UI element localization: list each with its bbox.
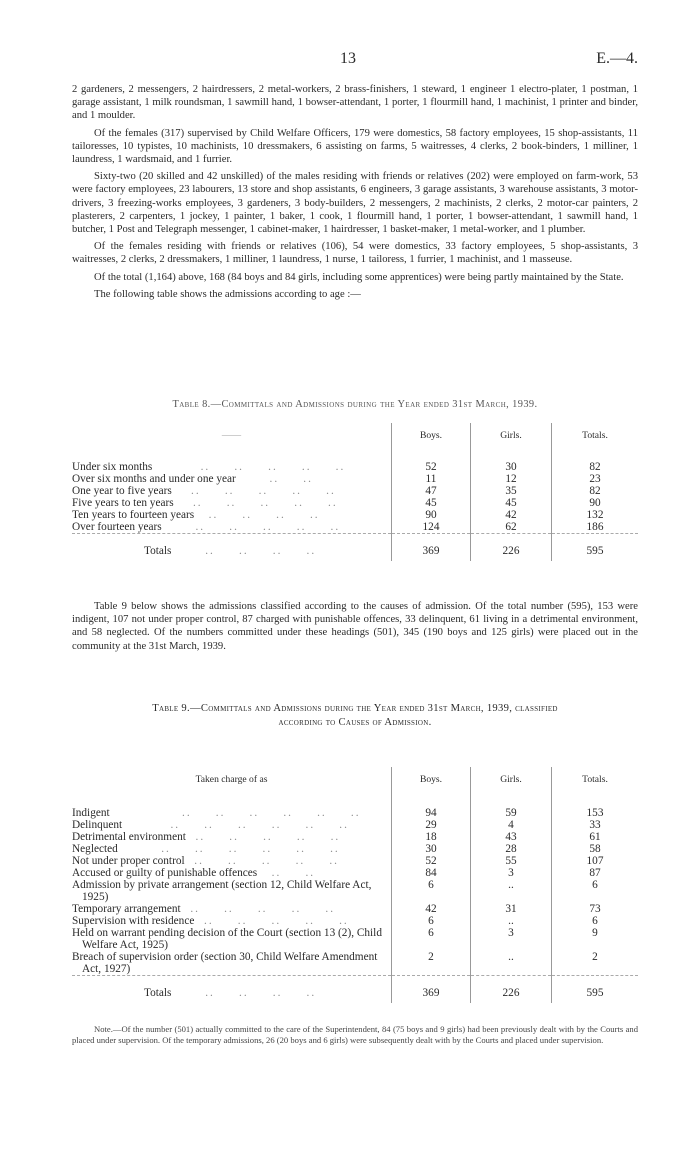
paragraph: 2 gardeners, 2 messengers, 2 hairdressers, 2 metal-workers, 2 brass-finishers, 1 steward, 1 engineer 1 electro-plater, 1 postman, 1 garage assistant, 1 milk roundsman, 1 sawmill hand, 1 bowser-attendant, 1 porter, 1 flourmill hand, 1 machinist, 1 printer and binder, and 1 moulder. xyxy=(72,84,638,122)
table-row xyxy=(72,855,638,867)
header-totals: Totals. xyxy=(552,767,639,791)
table8-caption: Table 8.—Committals and Admissions during the Year ended 31st March, 1939. xyxy=(172,399,538,410)
cell-totals: 9 xyxy=(552,927,639,951)
body-text xyxy=(72,83,638,305)
cell-girls: .. xyxy=(471,879,552,903)
row-label: Neglected .. .. .. .. .. .. xyxy=(72,843,340,855)
header-blank: —— xyxy=(221,429,242,441)
cell-totals: 73 xyxy=(552,903,639,915)
header-totals: Totals. xyxy=(552,423,639,447)
cell-boys: 124 xyxy=(392,521,471,534)
cell-totals: 61 xyxy=(552,831,639,843)
row-label: Held on warrant pending decision of the Court (section 13 (2), Child Welfare Act, 1925) xyxy=(72,927,382,951)
table-row xyxy=(72,509,638,521)
table-row xyxy=(72,807,638,819)
totals-row xyxy=(72,534,638,562)
cell-totals: 58 xyxy=(552,843,639,855)
page-number: 13 xyxy=(340,50,356,67)
table-row xyxy=(72,843,638,855)
table-row xyxy=(72,473,638,485)
cell-boys: 94 xyxy=(392,807,471,819)
row-label: Five years to ten years .. .. .. .. .. xyxy=(72,497,338,509)
total-boys: 369 xyxy=(392,534,471,562)
cell-boys: 45 xyxy=(392,497,471,509)
table-row xyxy=(72,831,638,843)
table-row xyxy=(72,485,638,497)
cell-totals: 23 xyxy=(552,473,639,485)
table-header-row xyxy=(72,767,638,791)
header-girls: Girls. xyxy=(471,423,552,447)
cell-totals: 6 xyxy=(552,879,639,903)
paragraph: The following table shows the admissions according to age :— xyxy=(94,288,361,300)
header-boys: Boys. xyxy=(392,423,471,447)
row-label: Supervision with residence .. .. .. .. .. xyxy=(72,915,349,927)
table-row xyxy=(72,927,638,951)
table9-caption-line: according to Causes of Admission. xyxy=(278,716,432,728)
cell-girls: 4 xyxy=(471,819,552,831)
cell-girls: 3 xyxy=(471,927,552,951)
cell-girls: .. xyxy=(471,915,552,927)
row-label: Detrimental environment .. .. .. .. .. xyxy=(72,831,341,843)
totals-row xyxy=(72,976,638,1004)
cell-girls: 59 xyxy=(471,807,552,819)
table-row xyxy=(72,461,638,473)
cell-totals: 82 xyxy=(552,461,639,473)
table9-caption-line: Table 9.—Committals and Admissions during the Year ended 31st March, 1939, classified xyxy=(152,703,558,714)
totals-label: Totals .. .. .. .. xyxy=(72,976,392,1004)
paragraph: Sixty-two (20 skilled and 42 unskilled) of the males residing with friends or relatives (202) were employed on farm-work, 53 were factory employees, 23 labourers, 13 store and shop assistants, 6 engineers, 3 garage assistants, 3 warehouse assistants, 3 motor-drivers, 3 freezing-works employees, 3 gardeners, 3 body-builders, 2 messengers, 2 machinists, 2 clerks, 2 motor-car painters, 2 plasterers, 2 carpenters, 1 jockey, 1 painter, 1 baker, 1 cook, 1 flourmill hand, 1 porter, 1 bowser-attendant, 1 sawmill hand, 1 butcher, 1 Post and Telegraph messenger, 1 cabinet-maker, 1 hairdresser, 1 basket-maker, 1 metal-worker, and 1 plumber. xyxy=(72,171,638,236)
cell-boys: 52 xyxy=(392,855,471,867)
cell-girls: 28 xyxy=(471,843,552,855)
total-totals: 595 xyxy=(552,534,639,562)
row-label: Not under proper control .. .. .. .. .. xyxy=(72,855,339,867)
table-header-row xyxy=(72,423,638,447)
header-boys: Boys. xyxy=(392,767,471,791)
header-girls: Girls. xyxy=(471,767,552,791)
table-row xyxy=(72,915,638,927)
cell-girls: 30 xyxy=(471,461,552,473)
cell-boys: 11 xyxy=(392,473,471,485)
cell-totals: 90 xyxy=(552,497,639,509)
cell-totals: 33 xyxy=(552,819,639,831)
row-label: Over six months and under one year .. .. xyxy=(72,473,313,485)
row-label: Accused or guilty of punishable offences .. .. xyxy=(72,867,316,879)
row-label: Breach of supervision order (section 30, Child Welfare Amendment Act, 1927) xyxy=(72,951,378,975)
cell-girls: 42 xyxy=(471,509,552,521)
cell-totals: 186 xyxy=(552,521,639,534)
cell-boys: 6 xyxy=(392,879,471,903)
row-label: Delinquent .. .. .. .. .. .. xyxy=(72,819,349,831)
row-label: Temporary arrangement .. .. .. .. .. xyxy=(72,903,336,915)
table8 xyxy=(72,423,638,561)
cell-girls: 3 xyxy=(471,867,552,879)
table-row xyxy=(72,903,638,915)
totals-label: Totals .. .. .. .. xyxy=(72,534,392,562)
table-row xyxy=(72,521,638,534)
cell-totals: 82 xyxy=(552,485,639,497)
table-row xyxy=(72,867,638,879)
header-taken-charge: Taken charge of as xyxy=(195,773,268,785)
row-label: One year to five years .. .. .. .. .. xyxy=(72,485,336,497)
cell-girls: 62 xyxy=(471,521,552,534)
cell-boys: 47 xyxy=(392,485,471,497)
paragraph: Of the females (317) supervised by Child Welfare Officers, 179 were domestics, 58 factory employees, 15 shop-assistants, 11 tailoresses, 10 typistes, 10 machinists, 10 dressmakers, 6 assisting on farms, 5 waitresses, 4 clerks, 2 book-binders, 1 milliner, 1 laundress, 1 wardsmaid, and 1 furrier. xyxy=(72,127,638,166)
table9-caption xyxy=(72,702,638,729)
row-label: Over fourteen years .. .. .. .. .. xyxy=(72,521,341,533)
cell-girls: .. xyxy=(471,951,552,976)
paragraph: Table 9 below shows the admissions classified according to the causes of admission. Of the total number (595), 153 were indigent, 107 not under proper control, 87 charged with punishable offences, 33 delinquent, 61 living in a detrimental environment, and 58 neglected. Of the numbers committed under these headings (501), 345 (190 boys and 125 girls) were placed out in the community at the 31st March, 1939. xyxy=(72,601,638,652)
cell-boys: 18 xyxy=(392,831,471,843)
cell-totals: 153 xyxy=(552,807,639,819)
row-label: Under six months .. .. .. .. .. xyxy=(72,461,346,473)
paragraph: Of the females residing with friends or relatives (106), 54 were domestics, 33 factory employees, 5 shop-assistants, 3 waitresses, 2 clerks, 2 dressmakers, 1 milliner, 1 laundress, 1 nurse, 1 tailoress, 1 furrier, 1 machinist, and 1 masseuse. xyxy=(72,241,638,266)
total-girls: 226 xyxy=(471,976,552,1004)
cell-boys: 2 xyxy=(392,951,471,976)
cell-totals: 6 xyxy=(552,915,639,927)
row-label: Indigent .. .. .. .. .. .. xyxy=(72,807,361,819)
cell-boys: 90 xyxy=(392,509,471,521)
cell-girls: 43 xyxy=(471,831,552,843)
page-header xyxy=(0,50,700,74)
cell-totals: 132 xyxy=(552,509,639,521)
footnote: Note.—Of the number (501) actually committed to the care of the Superintendent, 84 (75 boys and 9 girls) had been previously dealt with by the Courts and placed under supervision. Of the temporary admissions, 26 (20 boys and 6 girls) were subsequently dealt with by the Courts and placed under supervision. xyxy=(72,1024,638,1045)
total-girls: 226 xyxy=(471,534,552,562)
total-totals: 595 xyxy=(552,976,639,1004)
table-row xyxy=(72,819,638,831)
row-label: Admission by private arrangement (section 12, Child Welfare Act, 1925) xyxy=(72,879,372,903)
cell-totals: 87 xyxy=(552,867,639,879)
total-boys: 369 xyxy=(392,976,471,1004)
cell-girls: 31 xyxy=(471,903,552,915)
cell-girls: 35 xyxy=(471,485,552,497)
cell-boys: 42 xyxy=(392,903,471,915)
table-row xyxy=(72,497,638,509)
row-label: Ten years to fourteen years .. .. .. .. xyxy=(72,509,320,521)
cell-totals: 107 xyxy=(552,855,639,867)
cell-boys: 29 xyxy=(392,819,471,831)
table-row xyxy=(72,879,638,903)
cell-boys: 6 xyxy=(392,915,471,927)
cell-boys: 84 xyxy=(392,867,471,879)
table-row xyxy=(72,951,638,976)
cell-girls: 55 xyxy=(471,855,552,867)
cell-girls: 45 xyxy=(471,497,552,509)
table9 xyxy=(72,767,638,1003)
paragraph: Of the total (1,164) above, 168 (84 boys and 84 girls, including some apprentices) were being partly maintained by the State. xyxy=(94,271,624,283)
cell-totals: 2 xyxy=(552,951,639,976)
cell-boys: 6 xyxy=(392,927,471,951)
cell-boys: 30 xyxy=(392,843,471,855)
cell-girls: 12 xyxy=(471,473,552,485)
document-reference: E.—4. xyxy=(596,50,638,67)
cell-boys: 52 xyxy=(392,461,471,473)
